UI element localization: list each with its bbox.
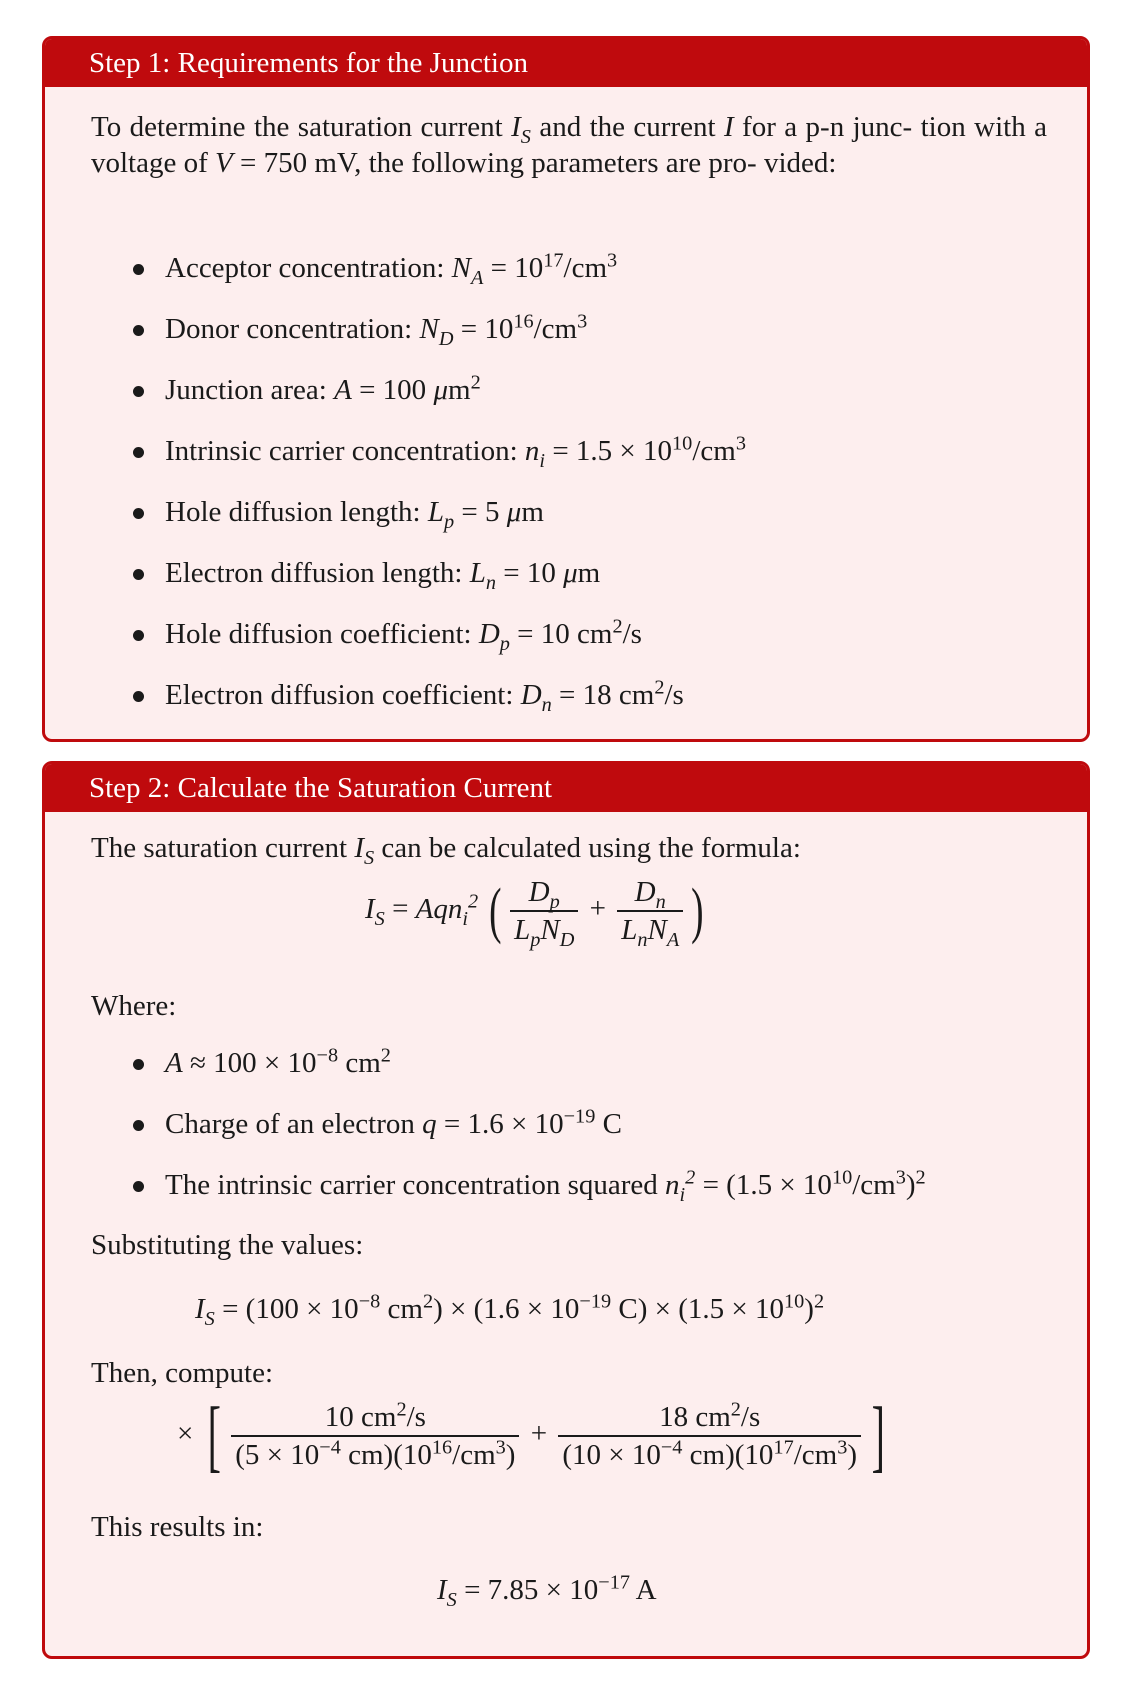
step1-item-acceptor: Acceptor concentration: $N_A = 10^{17}/cm^3$ — [165, 249, 618, 289]
result-equation: $I_S = 7.85 \times 10^{-17}$ A — [437, 1571, 657, 1611]
step1-item-electron-coeff: Electron diffusion coefficient: $D_n = 18$ $cm^2/s$ — [165, 676, 684, 716]
step1-item-donor: Donor concentration: $N_D = 10^{16}/cm^3$ — [165, 310, 588, 350]
step2-item-ni-squared: The intrinsic carrier concentration squared $n_i^2 = (1.5 \times 10^{10}/cm^3)^2$ — [165, 1166, 926, 1206]
step2-box — [42, 761, 1090, 1659]
step1-item-hole-length: Hole diffusion length: $L_p = 5$ μm — [165, 496, 544, 533]
results-label: This results in: — [91, 1511, 264, 1543]
step1-intro: To determine the saturation current $I_S$ and the current I for a p-n junc- tion with a voltage of V = 750 mV, the following parameters are pro- vided: — [91, 111, 1047, 179]
step1-item-intrinsic: Intrinsic carrier concentration: $n_i = 1.5 \times 10^{10}/cm^3$ — [165, 432, 746, 472]
compute-expression: × [ $\frac{10 cm^2/s}{(5 \times 10^{-4} cm)(10^{16}/cm^3)}$ + $\frac{18 cm^2/s}{(10 \times 10^{-4} cm)(10^{17}/cm^3)}$ ] — [177, 1392, 885, 1480]
step2-intro: The saturation current $I_S$ can be calculated using the formula: — [91, 832, 801, 869]
step1-item-area: Junction area: A = 100 $\mu m^2$ — [165, 371, 481, 406]
step1-item-electron-length: Electron diffusion length: $L_n = 10$ μm — [165, 557, 601, 594]
saturation-formula: $I_S = Aqn_i^2$ ( $\frac{D_p}{L_pN_D}$ + $\frac{D_n}{L_nN_A}$ ) — [365, 876, 704, 951]
step1-item-hole-coeff: Hole diffusion coefficient: $D_p = 10$ $cm^2/s$ — [165, 615, 642, 655]
step2-item-charge: Charge of an electron $q = 1.6 \times 10^{-19}$ C — [165, 1105, 622, 1140]
step1-title: Step 1: Requirements for the Junction — [45, 39, 1087, 87]
step1-box — [42, 36, 1090, 742]
substitution-equation: $I_S = (100 \times 10^{-8}$ $cm^2) \times (1.6 \times 10^{-19}$ $C) \times (1.5 \times 10^{10})^2$ — [195, 1290, 825, 1330]
then-label: Then, compute: — [91, 1357, 274, 1389]
substituting-label: Substituting the values: — [91, 1229, 364, 1261]
step2-title: Step 2: Calculate the Saturation Current — [45, 764, 1087, 812]
step2-item-area: $A \approx 100 \times 10^{-8}$ $cm^2$ — [165, 1044, 391, 1079]
where-label: Where: — [91, 990, 177, 1022]
